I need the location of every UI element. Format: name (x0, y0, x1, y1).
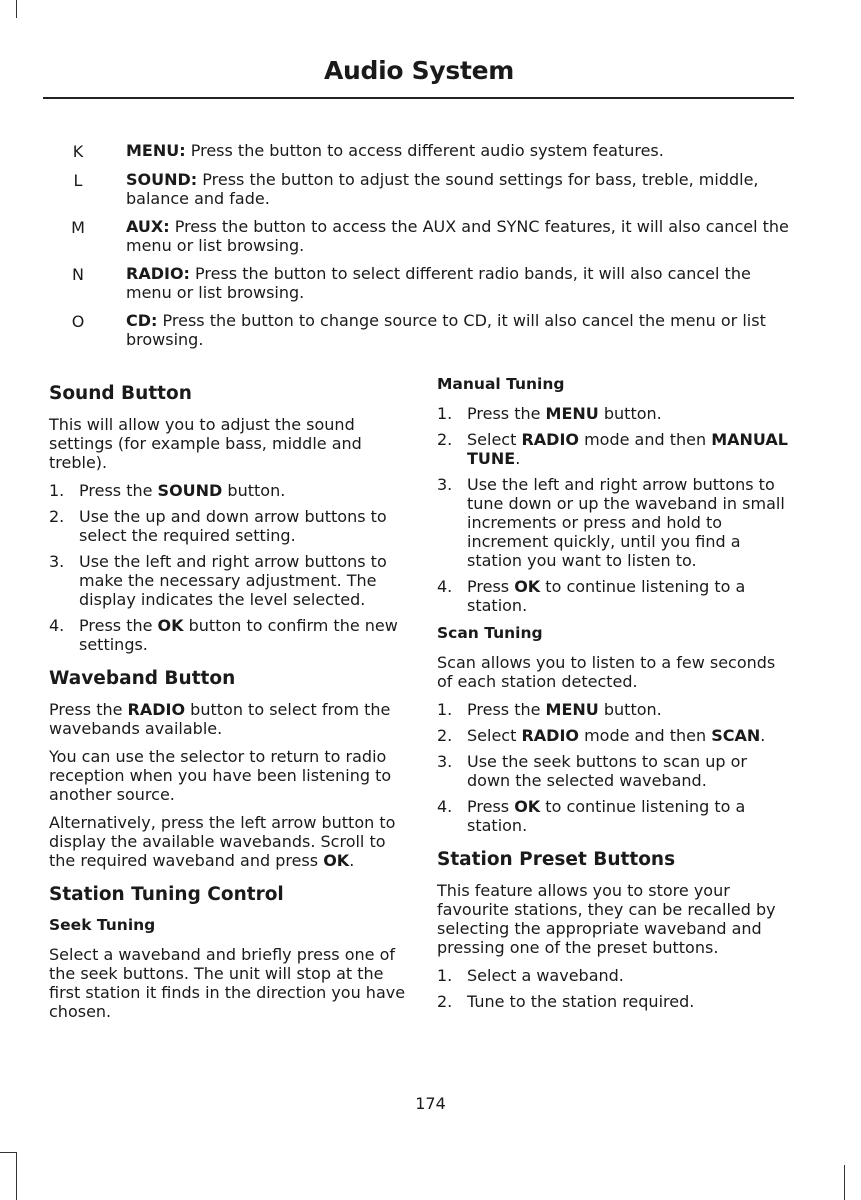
waveband-paragraph-1: Press the RADIO button to select from the wavebands available. (49, 700, 391, 738)
page-number: 174 (415, 1094, 446, 1113)
list-item: 1. Select a waveband. (437, 966, 624, 985)
list-item: 3. Use the left and right arrow buttons to make the necessary adjustment. The display indicates the level selected. (49, 552, 387, 609)
control-item (60, 217, 790, 255)
scan-tuning-heading: Scan Tuning (437, 624, 543, 642)
control-item (60, 264, 790, 302)
control-description: Press the button to select different radio bands, it will also cancel the menu or list browsing. (126, 264, 751, 302)
station-preset-heading: Station Preset Buttons (437, 849, 676, 870)
crop-mark-bottom-right (844, 1165, 845, 1200)
crop-mark-bottom-left-h (0, 1152, 16, 1153)
seek-tuning-text: Select a waveband and briefly press one of the seek buttons. The unit will stop at the first station it finds in the direction you have chosen. (49, 945, 406, 1021)
control-description: Press the button to adjust the sound settings for bass, treble, middle, balance and fade. (126, 170, 759, 208)
crop-mark-top-left (16, 0, 17, 18)
waveband-paragraph-2: You can use the selector to return to radio reception when you have been listening to another source. (49, 747, 392, 804)
control-description: Press the button to access the AUX and SYNC features, it will also cancel the menu or list browsing. (126, 217, 789, 255)
list-item: 4. Press OK to continue listening to a station. (437, 797, 746, 835)
list-item: 2. Select RADIO mode and then SCAN. (437, 726, 766, 745)
list-item: 4. Press the OK button to confirm the new settings. (49, 616, 398, 654)
list-item: 1. Press the MENU button. (437, 700, 662, 719)
preset-intro: This feature allows you to store your favourite stations, they can be recalled by selecting the appropriate waveband and pressing one of the preset buttons. (437, 881, 776, 957)
list-item: 2. Use the up and down arrow buttons to select the required setting. (49, 507, 387, 545)
control-label: SOUND: (126, 170, 198, 189)
waveband-button-heading: Waveband Button (49, 668, 236, 689)
control-letter: N (72, 265, 84, 284)
control-description: Press the button to access different audio system features. (185, 141, 664, 160)
page-title: Audio System (323, 56, 514, 85)
control-label: RADIO: (126, 264, 190, 283)
list-item: 3. Use the left and right arrow buttons to tune down or up the waveband in small increments or press and hold to increment quickly, until you find a station you want to listen to. (437, 475, 785, 570)
list-item: 3. Use the seek buttons to scan up or down the selected waveband. (437, 752, 747, 790)
sound-button-heading: Sound Button (49, 383, 192, 404)
preset-steps (437, 966, 792, 1011)
list-item: 2. Tune to the station required. (437, 992, 695, 1011)
list-item: 1. Press the MENU button. (437, 404, 662, 423)
list-item: 4. Press OK to continue listening to a station. (437, 577, 746, 615)
right-column (437, 375, 792, 1020)
control-label: MENU: (126, 141, 186, 160)
control-item (60, 170, 790, 208)
control-label: CD: (126, 311, 158, 330)
list-item: 2. Select RADIO mode and then MANUAL TUNE. (437, 430, 788, 468)
controls-list (60, 141, 790, 358)
sound-intro: This will allow you to adjust the sound settings (for example bass, middle and treble). (49, 415, 362, 472)
control-letter: K (72, 142, 84, 161)
scan-intro: Scan allows you to listen to a few seconds of each station detected. (437, 653, 776, 691)
station-tuning-heading: Station Tuning Control (49, 884, 284, 905)
list-item: 1. Press the SOUND button. (49, 481, 286, 500)
control-item (60, 311, 790, 349)
seek-tuning-heading: Seek Tuning (49, 916, 156, 934)
waveband-paragraph-3: Alternatively, press the left arrow button to display the available wavebands. Scroll to the required waveband and press OK. (49, 813, 396, 870)
control-label: AUX: (126, 217, 170, 236)
scan-steps (437, 700, 792, 835)
sound-steps (49, 481, 407, 654)
control-letter: O (71, 312, 85, 331)
manual-tuning-heading: Manual Tuning (437, 375, 565, 393)
control-description: Press the button to change source to CD, it will also cancel the menu or list browsing. (126, 311, 766, 349)
control-letter: L (73, 171, 83, 190)
control-letter: M (71, 218, 85, 237)
control-item (60, 141, 790, 161)
left-column (49, 375, 407, 1030)
header-rule (43, 97, 794, 99)
manual-steps (437, 404, 792, 615)
crop-mark-bottom-left (16, 1152, 17, 1200)
